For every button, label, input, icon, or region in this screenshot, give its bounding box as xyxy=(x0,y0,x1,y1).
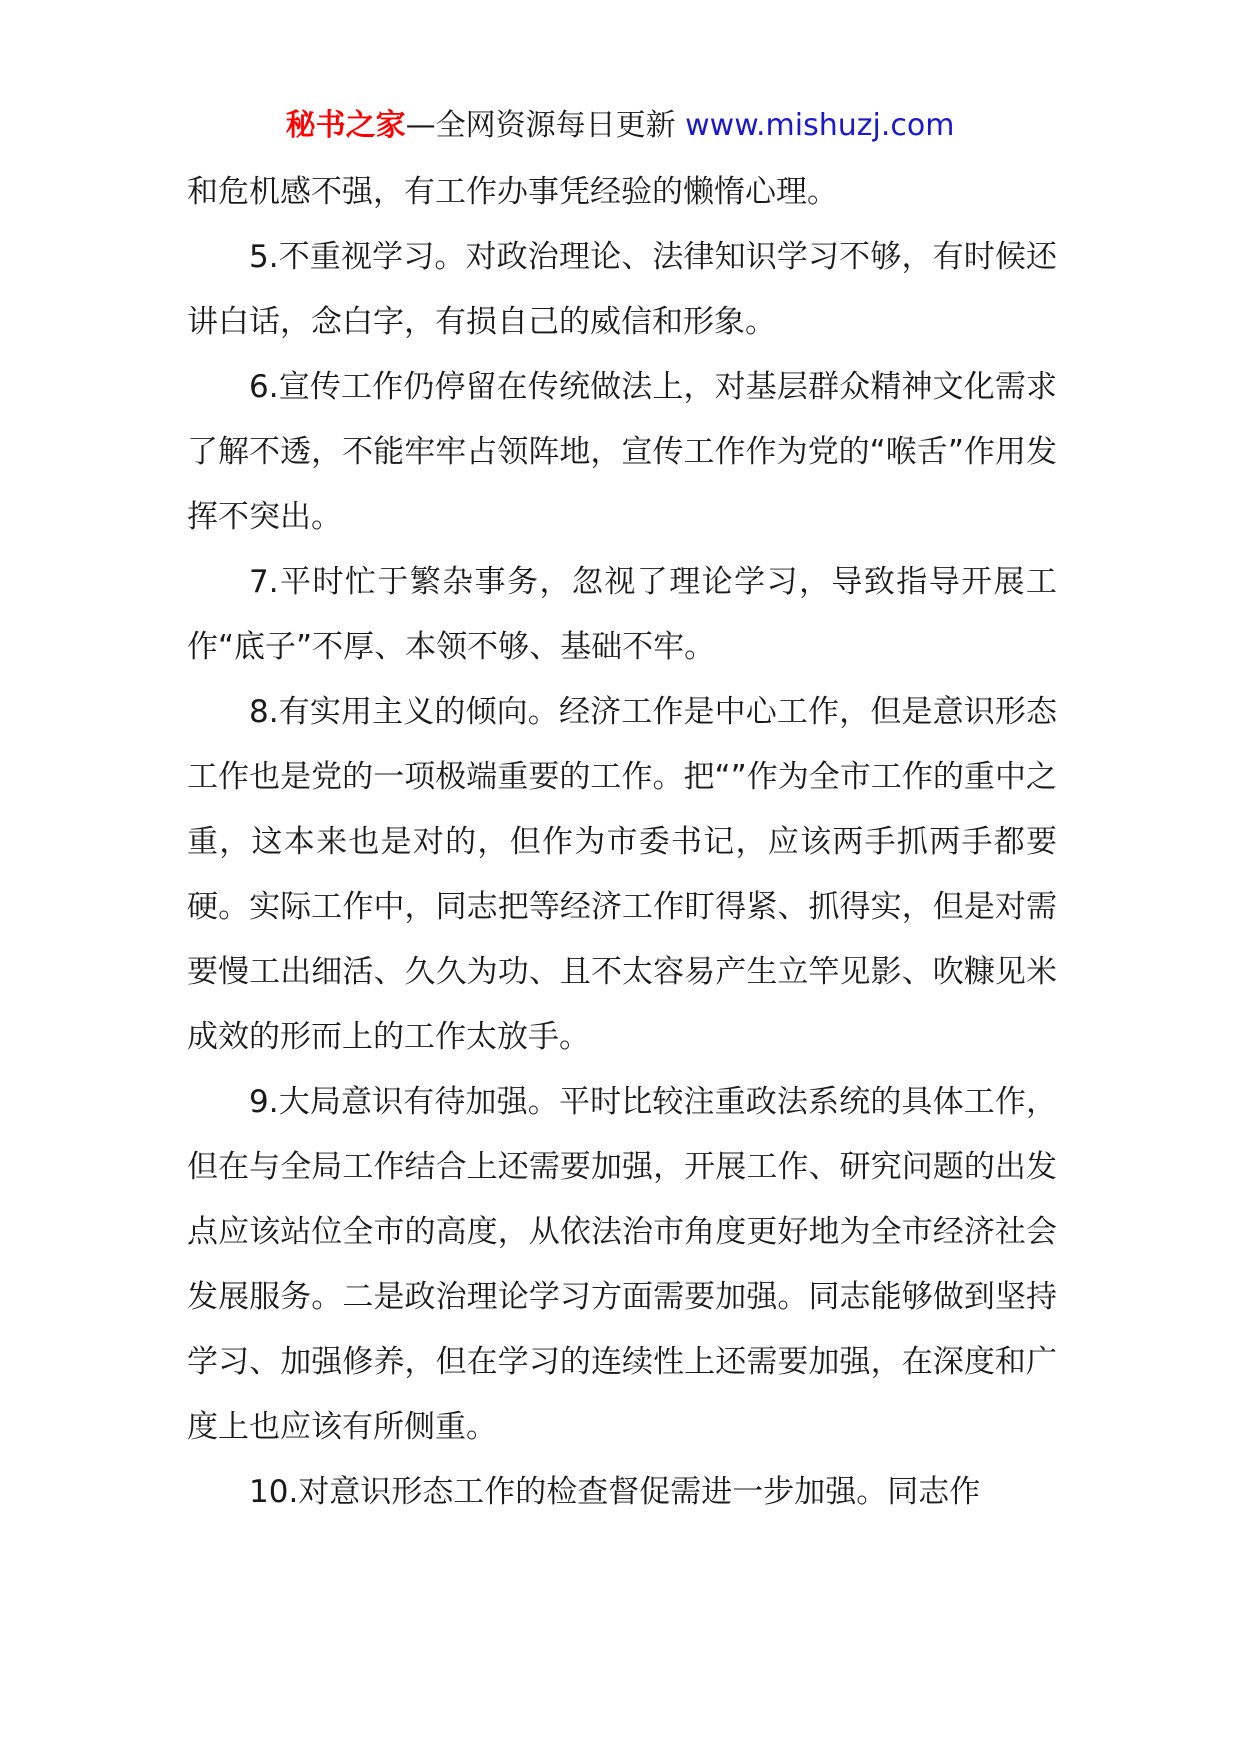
header-tagline: —全网资源每日更新 xyxy=(405,108,686,143)
brand-name: 秘书之家 xyxy=(285,108,406,143)
document-body xyxy=(187,160,1057,1525)
paragraph-item-10: 10.对意识形态工作的检查督促需进一步加强。同志作 xyxy=(249,1474,981,1510)
paragraph-item-7: 7.平时忙于繁杂事务，忽视了理论学习，导致指导开展工作“底子”不厚、本领不够、基础不牢。 xyxy=(187,564,1057,665)
paragraph-continuation: 和危机感不强，有工作办事凭经验的懒惰心理。 xyxy=(187,174,838,210)
paragraph-item-5: 5.不重视学习。对政治理论、法律知识学习不够，有时候还讲白话，念白字，有损自己的威信和形象。 xyxy=(187,239,1057,340)
paragraph-item-9: 9.大局意识有待加强。平时比较注重政法系统的具体工作，但在与全局工作结合上还需要加强，开展工作、研究问题的出发点应该站位全市的高度，从依法治市角度更好地为全市经济社会发展服务。二是政治理论学习方面需要加强。同志能够做到坚持学习、加强修养，但在学习的连续性上还需要加强，在深度和广度上也应该有所侧重。 xyxy=(187,1084,1057,1445)
site-header xyxy=(0,104,1240,148)
site-url-link[interactable]: www.mishuzj.com xyxy=(685,108,955,143)
paragraph-item-6: 6.宣传工作仍停留在传统做法上，对基层群众精神文化需求了解不透，不能牢牢占领阵地，宣传工作作为党的“喉舌”作用发挥不突出。 xyxy=(187,369,1057,535)
paragraph-item-8: 8.有实用主义的倾向。经济工作是中心工作，但是意识形态工作也是党的一项极端重要的工作。把“”作为全市工作的重中之重，这本来也是对的，但作为市委书记，应该两手抓两手都要硬。实际工作中，同志把等经济工作盯得紧、抓得实，但是对需要慢工出细活、久久为功、且不太容易产生立竿见影、吹糠见米成效的形而上的工作太放手。 xyxy=(187,694,1057,1055)
